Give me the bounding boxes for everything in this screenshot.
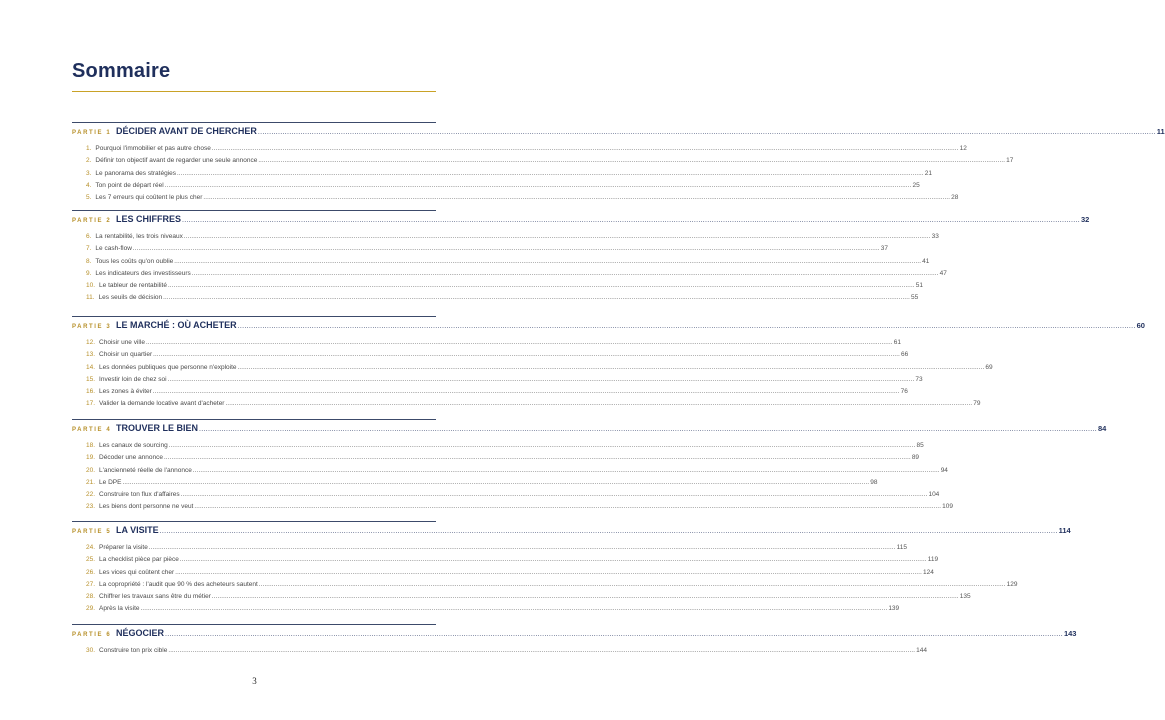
part-title: LE MARCHÉ : OÙ ACHETER [116, 320, 237, 330]
toc-part [72, 122, 1165, 206]
dot-leader: ................................................................................................................................................................................................................................................................................................................................................................................................................ [177, 170, 924, 177]
chapter-page-number: 73 [915, 375, 923, 383]
chapter-number: 18. [86, 442, 96, 449]
toc-chapter-entry[interactable] [72, 194, 959, 206]
chapter-title: L'ancienneté réelle de l'annonce [99, 466, 192, 474]
dot-leader: ................................................................................................................................................................................................................................................................................................................................................................................................................ [168, 443, 916, 449]
chapter-page-number: 25 [912, 181, 920, 189]
chapter-title: Les vices qui coûtent cher [99, 568, 175, 576]
toc-chapter-entry[interactable] [72, 605, 900, 617]
dot-leader: ................................................................................................................................................................................................................................................................................................................................................................................................................ [211, 146, 959, 152]
part-divider [72, 316, 436, 317]
chapter-title: Construire ton flux d'affaires [99, 491, 180, 499]
chapter-number: 22. [86, 491, 96, 499]
dot-leader: ................................................................................................................................................................................................................................................................................................................................................................................................................ [257, 129, 1156, 136]
toc-chapter-entry[interactable] [72, 544, 907, 556]
chapter-number: 23. [86, 503, 96, 511]
part-label: PARTIE 2 [72, 218, 112, 224]
chapter-title: Préparer la visite [99, 544, 148, 551]
dot-leader: ................................................................................................................................................................................................................................................................................................................................................................................................................ [164, 182, 912, 189]
chapter-title: Le cash-flow [95, 245, 132, 253]
chapter-number: 2. [86, 157, 92, 165]
chapter-title: Les 7 erreurs qui coûtent le plus cher [95, 194, 203, 202]
dot-leader: ................................................................................................................................................................................................................................................................................................................................................................................................................ [153, 352, 900, 359]
part-page-number: 60 [1136, 321, 1145, 330]
toc-part [72, 624, 1077, 659]
part-heading[interactable] [72, 525, 1071, 543]
chapter-page-number: 37 [880, 245, 888, 253]
chapter-page-number: 129 [1006, 580, 1018, 588]
toc-chapter-entry[interactable] [72, 351, 909, 363]
toc-chapter-entry[interactable] [72, 282, 924, 294]
toc-part [72, 316, 1145, 413]
part-divider [72, 122, 436, 123]
chapter-title: Le tableur de rentabilité [99, 282, 167, 290]
chapter-title: Les indicateurs des investisseurs [95, 269, 191, 277]
part-label: PARTIE 1 [72, 130, 112, 136]
chapter-number: 21. [86, 478, 96, 486]
dot-leader: ................................................................................................................................................................................................................................................................................................................................................................................................................ [191, 270, 939, 277]
toc-chapter-entry[interactable] [72, 181, 920, 194]
chapter-number: 16. [86, 388, 96, 396]
part-page-number: 32 [1080, 215, 1090, 224]
dot-leader: ................................................................................................................................................................................................................................................................................................................................................................................................................ [167, 376, 915, 383]
toc-chapter-entry[interactable] [72, 363, 993, 376]
dot-leader: ................................................................................................................................................................................................................................................................................................................................................................................................................ [163, 295, 910, 302]
dot-leader: ................................................................................................................................................................................................................................................................................................................................................................................................................ [194, 504, 942, 511]
chapter-title: Ton point de départ réel [95, 181, 164, 189]
chapter-page-number: 55 [910, 294, 919, 302]
dot-leader: ................................................................................................................................................................................................................................................................................................................................................................................................................ [182, 217, 1080, 224]
chapter-number: 17. [86, 400, 96, 408]
part-page-number: 84 [1097, 424, 1107, 433]
toc-chapter-entry[interactable] [72, 169, 933, 182]
chapter-page-number: 47 [939, 269, 947, 277]
chapter-title: Définir ton objectif avant de regarder une seule annonce [95, 157, 258, 165]
part-title: NÉGOCIER [116, 628, 165, 638]
chapter-number: 11. [86, 294, 95, 302]
part-title: LES CHIFFRES [116, 214, 182, 224]
chapter-number: 13. [86, 351, 96, 359]
chapter-page-number: 89 [911, 454, 920, 462]
chapter-page-number: 61 [893, 339, 901, 346]
chapter-page-number: 85 [916, 442, 924, 449]
toc-chapter-entry[interactable] [72, 294, 919, 306]
dot-leader: ................................................................................................................................................................................................................................................................................................................................................................................................................ [237, 364, 985, 371]
dot-leader: ................................................................................................................................................................................................................................................................................................................................................................................................................ [211, 594, 959, 601]
chapter-page-number: 109 [942, 503, 954, 511]
chapter-number: 7. [86, 245, 92, 253]
part-divider [72, 521, 436, 522]
toc-chapter-entry[interactable] [72, 580, 1018, 593]
chapter-title: Investir loin de chez soi [99, 375, 167, 383]
toc-chapter-entry[interactable] [72, 339, 901, 351]
toc-chapter-entry[interactable] [72, 454, 920, 466]
dot-leader: ................................................................................................................................................................................................................................................................................................................................................................................................................ [258, 581, 1006, 588]
toc-chapter-entry[interactable] [72, 375, 923, 388]
dot-leader: ................................................................................................................................................................................................................................................................................................................................................................................................................ [140, 606, 888, 613]
toc-part [72, 419, 1107, 516]
part-page-number: 114 [1058, 526, 1071, 535]
chapter-title: Choisir une ville [99, 339, 145, 346]
chapter-title: Décoder une annonce [99, 454, 164, 462]
chapter-number: 24. [86, 544, 96, 551]
chapter-number: 12. [86, 339, 96, 346]
chapter-title: Construire ton prix cible [99, 647, 168, 654]
part-page-number: 143 [1063, 629, 1077, 638]
chapter-page-number: 51 [915, 282, 924, 290]
toc-chapter-entry[interactable] [72, 269, 947, 282]
dot-leader: ................................................................................................................................................................................................................................................................................................................................................................................................................ [148, 545, 896, 551]
chapter-title: Valider la demande locative avant d'acheter [99, 400, 225, 408]
toc-chapter-entry[interactable] [72, 568, 934, 581]
chapter-title: La checklist pièce par pièce [99, 556, 179, 564]
chapter-number: 30. [86, 647, 96, 654]
chapter-page-number: 69 [985, 363, 993, 371]
dot-leader: ................................................................................................................................................................................................................................................................................................................................................................................................................ [165, 631, 1063, 638]
toc-part [72, 521, 1071, 618]
chapter-page-number: 94 [940, 466, 948, 474]
chapter-number: 1. [86, 145, 92, 152]
chapter-number: 14. [86, 363, 96, 371]
dot-leader: ................................................................................................................................................................................................................................................................................................................................................................................................................ [225, 401, 973, 408]
toc-chapter-entry[interactable] [72, 245, 888, 257]
chapter-number: 3. [86, 169, 92, 177]
chapter-page-number: 76 [900, 388, 908, 396]
dot-leader: ................................................................................................................................................................................................................................................................................................................................................................................................................ [122, 479, 870, 486]
toc-chapter-entry[interactable] [72, 233, 939, 245]
part-title: LA VISITE [116, 525, 159, 535]
part-heading[interactable] [72, 214, 1090, 232]
toc-chapter-entry[interactable] [72, 442, 924, 454]
dot-leader: ................................................................................................................................................................................................................................................................................................................................................................................................................ [192, 467, 940, 474]
dot-leader: ................................................................................................................................................................................................................................................................................................................................................................................................................ [164, 455, 911, 462]
chapter-page-number: 144 [916, 647, 927, 654]
chapter-number: 4. [86, 181, 92, 189]
page-title: Sommaire [72, 60, 171, 82]
dot-leader: ................................................................................................................................................................................................................................................................................................................................................................................................................ [132, 246, 880, 253]
dot-leader: ................................................................................................................................................................................................................................................................................................................................................................................................................ [167, 283, 915, 290]
dot-leader: ................................................................................................................................................................................................................................................................................................................................................................................................................ [258, 158, 1006, 165]
chapter-page-number: 98 [870, 478, 878, 486]
chapter-number: 8. [86, 257, 92, 265]
toc-chapter-entry[interactable] [72, 466, 948, 479]
chapter-page-number: 17 [1006, 157, 1014, 165]
part-label: PARTIE 5 [72, 529, 112, 535]
chapter-page-number: 139 [888, 605, 900, 613]
chapter-page-number: 119 [927, 556, 939, 564]
chapter-title: La rentabilité, les trois niveaux [95, 233, 183, 240]
part-heading[interactable] [72, 126, 1165, 144]
part-divider [72, 419, 436, 420]
dot-leader: ................................................................................................................................................................................................................................................................................................................................................................................................................ [174, 258, 922, 265]
dot-leader: ................................................................................................................................................................................................................................................................................................................................................................................................................ [159, 528, 1058, 535]
chapter-number: 20. [86, 466, 96, 474]
toc-chapter-entry[interactable] [72, 400, 981, 412]
chapter-page-number: 12 [959, 145, 967, 152]
dot-leader: ................................................................................................................................................................................................................................................................................................................................................................................................................ [180, 492, 928, 499]
part-page-number: 11 [1156, 127, 1165, 136]
chapter-number: 15. [86, 375, 96, 383]
chapter-page-number: 41 [922, 257, 930, 265]
part-heading[interactable] [72, 320, 1145, 338]
toc-chapter-entry[interactable] [72, 647, 927, 659]
title-divider [72, 91, 436, 92]
chapter-page-number: 124 [923, 568, 934, 576]
part-heading[interactable] [72, 628, 1077, 646]
dot-leader: ................................................................................................................................................................................................................................................................................................................................................................................................................ [203, 195, 951, 202]
chapter-number: 28. [86, 593, 96, 601]
toc-chapter-entry[interactable] [72, 157, 1014, 169]
toc-chapter-entry[interactable] [72, 503, 954, 515]
dot-leader: ................................................................................................................................................................................................................................................................................................................................................................................................................ [237, 323, 1136, 330]
chapter-page-number: 79 [973, 400, 981, 408]
chapter-page-number: 28 [951, 194, 959, 202]
dot-leader: ................................................................................................................................................................................................................................................................................................................................................................................................................ [145, 340, 893, 346]
part-label: PARTIE 6 [72, 632, 112, 638]
chapter-title: Les canaux de sourcing [99, 442, 168, 449]
dot-leader: ................................................................................................................................................................................................................................................................................................................................................................................................................ [179, 557, 927, 564]
chapter-title: Après la visite [99, 605, 140, 613]
chapter-title: Tous les coûts qu'on oublie [95, 257, 174, 265]
page-number: 3 [252, 676, 257, 686]
chapter-title: Les seuils de décision [98, 294, 163, 302]
chapter-title: Choisir un quartier [99, 351, 153, 359]
part-divider [72, 624, 436, 625]
chapter-title: La copropriété : l'audit que 90 % des acheteurs sautent [99, 580, 258, 588]
chapter-number: 25. [86, 556, 96, 564]
chapter-title: Les zones à éviter [99, 388, 152, 396]
chapter-page-number: 66 [900, 351, 909, 359]
part-title: TROUVER LE BIEN [116, 423, 199, 433]
chapter-title: Le panorama des stratégies [95, 169, 176, 177]
chapter-number: 6. [86, 233, 92, 240]
toc-chapter-entry[interactable] [72, 145, 967, 157]
chapter-title: Les données publiques que personne n'exploite [99, 363, 237, 371]
chapter-title: Les biens dont personne ne veut [99, 503, 194, 511]
chapter-number: 10. [86, 282, 96, 290]
dot-leader: ................................................................................................................................................................................................................................................................................................................................................................................................................ [199, 426, 1097, 433]
chapter-title: Chiffrer les travaux sans être du métier [99, 593, 211, 601]
chapter-number: 26. [86, 568, 96, 576]
chapter-number: 27. [86, 580, 96, 588]
chapter-number: 9. [86, 269, 92, 277]
chapter-page-number: 33 [931, 233, 939, 240]
toc-chapter-entry[interactable] [72, 478, 878, 491]
toc-chapter-entry[interactable] [72, 257, 930, 270]
chapter-number: 29. [86, 605, 96, 613]
toc-part [72, 210, 1090, 307]
toc-chapter-entry[interactable] [72, 593, 971, 605]
toc-chapter-entry[interactable] [72, 491, 940, 503]
chapter-title: Pourquoi l'immobilier et pas autre chose [95, 145, 211, 152]
part-label: PARTIE 3 [72, 324, 112, 330]
part-label: PARTIE 4 [72, 427, 112, 433]
chapter-page-number: 21 [924, 169, 933, 177]
part-title: DÉCIDER AVANT DE CHERCHER [116, 126, 257, 136]
part-divider [72, 210, 436, 211]
chapter-title: Le DPE [99, 478, 122, 486]
part-heading[interactable] [72, 423, 1107, 441]
chapter-page-number: 115 [896, 544, 907, 551]
dot-leader: ................................................................................................................................................................................................................................................................................................................................................................................................................ [152, 389, 900, 396]
toc-chapter-entry[interactable] [72, 388, 908, 400]
chapter-number: 5. [86, 194, 92, 202]
toc-chapter-entry[interactable] [72, 556, 939, 568]
chapter-page-number: 104 [928, 491, 940, 499]
dot-leader: ................................................................................................................................................................................................................................................................................................................................................................................................................ [175, 569, 922, 576]
chapter-number: 19. [86, 454, 96, 462]
dot-leader: ................................................................................................................................................................................................................................................................................................................................................................................................................ [168, 648, 916, 654]
chapter-page-number: 135 [959, 593, 971, 601]
dot-leader: ................................................................................................................................................................................................................................................................................................................................................................................................................ [183, 234, 931, 240]
